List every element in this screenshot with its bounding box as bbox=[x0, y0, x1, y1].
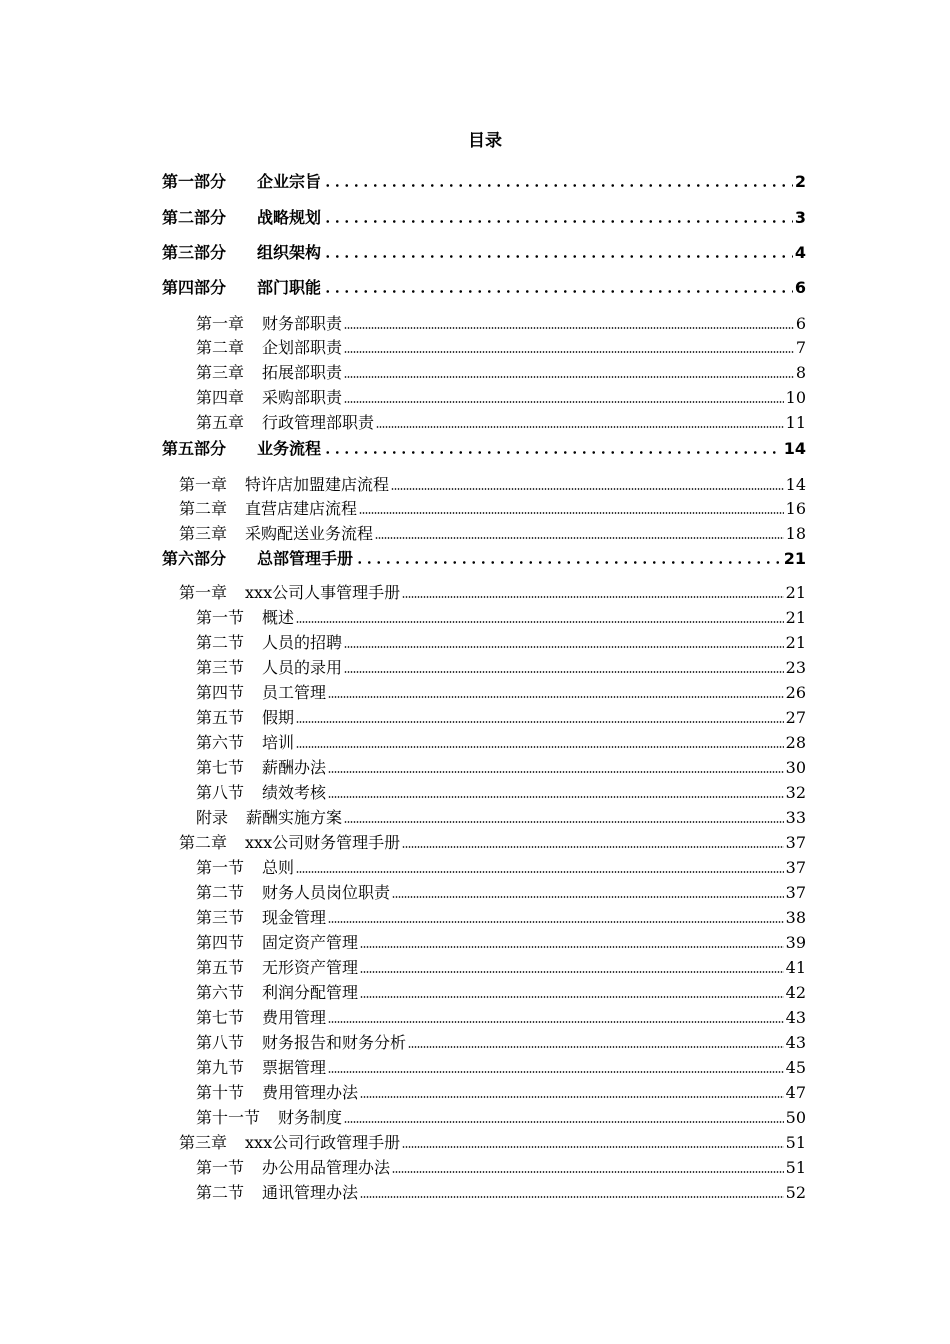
toc-page-number: 37 bbox=[785, 883, 806, 902]
toc-entry-title: 现金管理 bbox=[262, 908, 327, 927]
toc-entry-number: 第三章 bbox=[196, 363, 245, 382]
toc-page-number: 6 bbox=[794, 278, 806, 297]
toc-entry-title: 费用管理 bbox=[262, 1008, 327, 1027]
toc-entry[interactable] bbox=[179, 825, 806, 851]
toc-entry-label bbox=[196, 1185, 358, 1201]
toc-entry[interactable] bbox=[179, 467, 806, 493]
toc-entry-number: 第一章 bbox=[196, 314, 245, 333]
toc-entry-number: 第四节 bbox=[196, 683, 245, 702]
toc-entry-title: 人员的招聘 bbox=[262, 633, 343, 652]
toc-page-number: 3 bbox=[794, 208, 806, 227]
toc-entry[interactable] bbox=[196, 650, 806, 676]
toc-entry-number: 第二章 bbox=[196, 338, 245, 357]
toc-part-entry[interactable] bbox=[162, 164, 806, 190]
toc-entry[interactable] bbox=[196, 675, 806, 701]
toc-dot-leader bbox=[376, 414, 784, 428]
toc-dot-leader bbox=[344, 339, 794, 353]
toc-dot-leader bbox=[344, 1109, 784, 1123]
toc-dot-leader bbox=[328, 784, 784, 798]
toc-dot-leader bbox=[392, 1159, 784, 1173]
toc-page-number: 42 bbox=[785, 983, 806, 1002]
toc-entry-title: xxx公司行政管理手册 bbox=[245, 1133, 401, 1152]
toc-page-number: 6 bbox=[795, 314, 806, 333]
toc-entry-label bbox=[179, 501, 357, 517]
toc-entry-title: 通讯管理办法 bbox=[262, 1183, 359, 1202]
toc-entry-title: 费用管理办法 bbox=[262, 1083, 359, 1102]
toc-entry-label bbox=[162, 174, 321, 190]
toc-entry[interactable] bbox=[196, 700, 806, 726]
toc-entry[interactable] bbox=[196, 750, 806, 776]
toc-entry-title: xxx公司人事管理手册 bbox=[245, 583, 401, 602]
toc-entry-label bbox=[196, 1010, 326, 1026]
toc-dot-leader bbox=[323, 173, 793, 187]
toc-entry-title: 总则 bbox=[262, 858, 295, 877]
toc-entry[interactable] bbox=[196, 1175, 806, 1201]
toc-page-number: 51 bbox=[785, 1133, 806, 1152]
toc-page-number: 21 bbox=[785, 608, 806, 627]
toc-entry-label bbox=[196, 415, 374, 431]
toc-part-entry[interactable] bbox=[162, 431, 806, 457]
toc-entry-label bbox=[196, 340, 342, 356]
toc-entry-title: 采购部职责 bbox=[262, 388, 343, 407]
toc-page-number: 16 bbox=[785, 499, 806, 518]
toc-page-number: 50 bbox=[785, 1108, 806, 1127]
toc-entry-title: 财务制度 bbox=[278, 1108, 343, 1127]
toc-dot-leader bbox=[360, 1184, 784, 1198]
toc-page-number: 14 bbox=[785, 475, 806, 494]
toc-entry-number: 第二部分 bbox=[162, 208, 227, 227]
toc-dot-leader bbox=[344, 634, 784, 648]
toc-page-number: 39 bbox=[785, 933, 806, 952]
toc-entry-number: 第八节 bbox=[196, 783, 245, 802]
toc-dot-leader bbox=[328, 1009, 784, 1023]
toc-entry[interactable] bbox=[196, 725, 806, 751]
toc-entry-label bbox=[196, 1085, 358, 1101]
toc-page-number: 10 bbox=[785, 388, 806, 407]
toc-entry[interactable] bbox=[196, 1075, 806, 1101]
toc-entry-label bbox=[179, 526, 373, 542]
toc-dot-leader bbox=[355, 550, 782, 564]
toc-entry-label bbox=[196, 1060, 326, 1076]
toc-entry-title: 拓展部职责 bbox=[262, 363, 343, 382]
toc-entry[interactable] bbox=[196, 600, 806, 626]
toc-dot-leader bbox=[360, 934, 784, 948]
toc-entry-number: 第三节 bbox=[196, 908, 245, 927]
toc-entry-label bbox=[162, 245, 321, 261]
toc-entry-number: 第二章 bbox=[179, 499, 228, 518]
toc-entry-number: 第一章 bbox=[179, 583, 228, 602]
toc-entry-number: 第一节 bbox=[196, 1158, 245, 1177]
toc-dot-leader bbox=[344, 809, 784, 823]
toc-entry-number: 第四节 bbox=[196, 933, 245, 952]
toc-page-number: 14 bbox=[783, 439, 806, 458]
toc-page-number: 4 bbox=[794, 243, 806, 262]
toc-dot-leader bbox=[296, 734, 784, 748]
toc-entry[interactable] bbox=[196, 1150, 806, 1176]
toc-dot-leader bbox=[328, 759, 784, 773]
toc-title: 目录 bbox=[468, 131, 502, 151]
toc-entry-label bbox=[196, 660, 342, 676]
toc-entry[interactable] bbox=[179, 1125, 806, 1151]
toc-entry-title: 直营店建店流程 bbox=[245, 499, 358, 518]
toc-entry-label bbox=[196, 735, 294, 751]
toc-entry-label bbox=[162, 551, 353, 567]
toc-entry-number: 第一章 bbox=[179, 475, 228, 494]
toc-dot-leader bbox=[360, 1084, 784, 1098]
toc-entry-title: 部门职能 bbox=[257, 278, 322, 297]
toc-dot-leader bbox=[344, 315, 794, 329]
toc-dot-leader bbox=[328, 909, 784, 923]
toc-page-number: 43 bbox=[785, 1008, 806, 1027]
toc-entry-title: 企业宗旨 bbox=[257, 172, 322, 191]
toc-entry-number: 第二章 bbox=[179, 833, 228, 852]
toc-entry-number: 第三章 bbox=[179, 1133, 228, 1152]
toc-dot-leader bbox=[375, 525, 784, 539]
toc-entry-label bbox=[196, 885, 390, 901]
toc-entry-number: 第七节 bbox=[196, 1008, 245, 1027]
toc-page-number: 21 bbox=[783, 549, 806, 568]
toc-entry-label bbox=[196, 610, 294, 626]
toc-entry[interactable] bbox=[196, 1025, 806, 1051]
toc-entry-title: 无形资产管理 bbox=[262, 958, 359, 977]
toc-part-entry[interactable] bbox=[162, 200, 806, 226]
toc-page-number: 43 bbox=[785, 1033, 806, 1052]
toc-page-number: 26 bbox=[785, 683, 806, 702]
toc-entry-number: 第十一节 bbox=[196, 1108, 261, 1127]
toc-entry-title: 薪酬办法 bbox=[262, 758, 327, 777]
toc-entry-number: 第五章 bbox=[196, 413, 245, 432]
toc-entry-label bbox=[196, 1160, 390, 1176]
toc-entry-title: 总部管理手册 bbox=[257, 549, 354, 568]
toc-dot-leader bbox=[296, 709, 784, 723]
toc-entry-number: 第五节 bbox=[196, 708, 245, 727]
toc-entry-number: 第五节 bbox=[196, 958, 245, 977]
toc-entry-number: 第五部分 bbox=[162, 439, 227, 458]
toc-entry-number: 第三节 bbox=[196, 658, 245, 677]
toc-dot-leader bbox=[344, 364, 794, 378]
toc-entry-title: 薪酬实施方案 bbox=[246, 808, 343, 827]
toc-entry-number: 第四部分 bbox=[162, 278, 227, 297]
toc-entry-title: 固定资产管理 bbox=[262, 933, 359, 952]
toc-entry-title: 办公用品管理办法 bbox=[262, 1158, 391, 1177]
toc-entry-number: 第二节 bbox=[196, 633, 245, 652]
toc-entry-number: 第二节 bbox=[196, 1183, 245, 1202]
toc-dot-leader bbox=[323, 279, 793, 293]
toc-entry-title: 员工管理 bbox=[262, 683, 327, 702]
toc-entry-title: 人员的录用 bbox=[262, 658, 343, 677]
toc-entry-title: 概述 bbox=[262, 608, 295, 627]
toc-entry[interactable] bbox=[196, 380, 806, 406]
toc-dot-leader bbox=[323, 209, 793, 223]
toc-entry-label bbox=[179, 835, 400, 851]
toc-dot-leader bbox=[323, 244, 793, 258]
toc-entry[interactable] bbox=[196, 775, 806, 801]
toc-dot-leader bbox=[296, 609, 784, 623]
toc-dot-leader bbox=[391, 476, 784, 490]
toc-page-number: 37 bbox=[785, 833, 806, 852]
toc-dot-leader bbox=[402, 1134, 784, 1148]
toc-entry-title: 利润分配管理 bbox=[262, 983, 359, 1002]
toc-page-number: 28 bbox=[785, 733, 806, 752]
toc-entry[interactable] bbox=[196, 950, 806, 976]
toc-entry-label bbox=[196, 785, 326, 801]
toc-entry-label bbox=[196, 685, 326, 701]
toc-entry-label bbox=[196, 365, 342, 381]
toc-entry-title: 财务报告和财务分析 bbox=[262, 1033, 407, 1052]
toc-entry-label bbox=[162, 441, 321, 457]
toc-entry[interactable] bbox=[196, 850, 806, 876]
toc-entry-label bbox=[196, 710, 294, 726]
toc-entry-number: 第八节 bbox=[196, 1033, 245, 1052]
toc-part-entry[interactable] bbox=[162, 235, 806, 261]
toc-entry-label bbox=[196, 1035, 406, 1051]
toc-page-number: 37 bbox=[785, 858, 806, 877]
toc-entry-label bbox=[162, 280, 321, 296]
toc-entry-number: 第一节 bbox=[196, 608, 245, 627]
toc-entry-label bbox=[196, 810, 342, 826]
toc-entry[interactable] bbox=[179, 516, 806, 542]
toc-dot-leader bbox=[328, 684, 784, 698]
toc-entry-number: 第四章 bbox=[196, 388, 245, 407]
toc-entry[interactable] bbox=[196, 975, 806, 1001]
toc-entry-label bbox=[196, 390, 342, 406]
toc-entry[interactable] bbox=[196, 1100, 806, 1126]
toc-entry[interactable] bbox=[196, 1000, 806, 1026]
toc-entry-title: 绩效考核 bbox=[262, 783, 327, 802]
toc-entry[interactable] bbox=[179, 491, 806, 517]
toc-dot-leader bbox=[359, 500, 784, 514]
toc-entry[interactable] bbox=[196, 355, 806, 381]
toc-entry-title: 假期 bbox=[262, 708, 295, 727]
toc-entry-title: 票据管理 bbox=[262, 1058, 327, 1077]
toc-entry[interactable] bbox=[179, 575, 806, 601]
toc-page-number: 38 bbox=[785, 908, 806, 927]
toc-page-number: 47 bbox=[785, 1083, 806, 1102]
toc-dot-leader bbox=[344, 659, 784, 673]
toc-entry-number: 第一节 bbox=[196, 858, 245, 877]
toc-entry-number: 第六部分 bbox=[162, 549, 227, 568]
toc-entry-label bbox=[179, 585, 400, 601]
toc-entry-title: 战略规划 bbox=[257, 208, 322, 227]
toc-entry-label bbox=[196, 1110, 342, 1126]
toc-page-number: 8 bbox=[795, 363, 806, 382]
toc-entry[interactable] bbox=[196, 306, 806, 332]
toc-page-number: 21 bbox=[785, 583, 806, 602]
toc-entry-label bbox=[196, 635, 342, 651]
toc-entry-title: 采购配送业务流程 bbox=[245, 524, 374, 543]
toc-part-entry[interactable] bbox=[162, 270, 806, 296]
toc-part-entry[interactable] bbox=[162, 541, 806, 567]
toc-entry-label bbox=[162, 210, 321, 226]
toc-entry-title: 行政管理部职责 bbox=[262, 413, 375, 432]
toc-entry-title: xxx公司财务管理手册 bbox=[245, 833, 401, 852]
toc-dot-leader bbox=[328, 1059, 784, 1073]
toc-entry[interactable] bbox=[196, 800, 806, 826]
toc-entry[interactable] bbox=[196, 405, 806, 431]
toc-entry-number: 第十节 bbox=[196, 1083, 245, 1102]
toc-page-number: 45 bbox=[785, 1058, 806, 1077]
toc-entry-title: 培训 bbox=[262, 733, 295, 752]
toc-page-number: 18 bbox=[785, 524, 806, 543]
toc-entry-label bbox=[179, 1135, 400, 1151]
toc-dot-leader bbox=[344, 389, 784, 403]
toc-entry-label bbox=[196, 760, 326, 776]
toc-entry-title: 财务部职责 bbox=[262, 314, 343, 333]
toc-entry[interactable] bbox=[196, 1050, 806, 1076]
toc-entry-number: 第六节 bbox=[196, 733, 245, 752]
toc-page-number: 41 bbox=[785, 958, 806, 977]
toc-page-number: 51 bbox=[785, 1158, 806, 1177]
toc-entry-number: 第七节 bbox=[196, 758, 245, 777]
toc-entry-label bbox=[196, 985, 358, 1001]
toc-page-number: 21 bbox=[785, 633, 806, 652]
toc-entry[interactable] bbox=[196, 925, 806, 951]
toc-entry[interactable] bbox=[196, 330, 806, 356]
toc-entry-number: 第三章 bbox=[179, 524, 228, 543]
toc-dot-leader bbox=[360, 959, 784, 973]
toc-page-number: 23 bbox=[785, 658, 806, 677]
toc-entry-label bbox=[196, 960, 358, 976]
toc-dot-leader bbox=[323, 440, 782, 454]
toc-entry-label bbox=[196, 935, 358, 951]
toc-page-number: 32 bbox=[785, 783, 806, 802]
toc-entry-title: 特许店加盟建店流程 bbox=[245, 475, 390, 494]
toc-entry-number: 第一部分 bbox=[162, 172, 227, 191]
toc-dot-leader bbox=[402, 834, 784, 848]
toc-page-number: 27 bbox=[785, 708, 806, 727]
toc-entry-number: 第二节 bbox=[196, 883, 245, 902]
toc-page-number: 30 bbox=[785, 758, 806, 777]
toc-dot-leader bbox=[296, 859, 784, 873]
toc-page-number: 11 bbox=[785, 413, 806, 432]
toc-dot-leader bbox=[360, 984, 784, 998]
toc-entry-number: 第六节 bbox=[196, 983, 245, 1002]
toc-page-number: 52 bbox=[785, 1183, 806, 1202]
toc-entry-number: 附录 bbox=[196, 808, 229, 827]
toc-entry-number: 第三部分 bbox=[162, 243, 227, 262]
toc-page-number: 33 bbox=[785, 808, 806, 827]
toc-entry[interactable] bbox=[196, 900, 806, 926]
toc-entry-title: 组织架构 bbox=[257, 243, 322, 262]
toc-entry-title: 业务流程 bbox=[257, 439, 322, 458]
toc-entry-label bbox=[196, 860, 294, 876]
toc-entry-title: 企划部职责 bbox=[262, 338, 343, 357]
toc-dot-leader bbox=[392, 884, 784, 898]
toc-entry-label bbox=[196, 910, 326, 926]
toc-page-number: 2 bbox=[794, 172, 806, 191]
toc-page-number: 7 bbox=[795, 338, 806, 357]
toc-dot-leader bbox=[402, 584, 784, 598]
toc-entry[interactable] bbox=[196, 625, 806, 651]
toc-entry-title: 财务人员岗位职责 bbox=[262, 883, 391, 902]
toc-entry-number: 第九节 bbox=[196, 1058, 245, 1077]
toc-entry[interactable] bbox=[196, 875, 806, 901]
toc-dot-leader bbox=[408, 1034, 784, 1048]
